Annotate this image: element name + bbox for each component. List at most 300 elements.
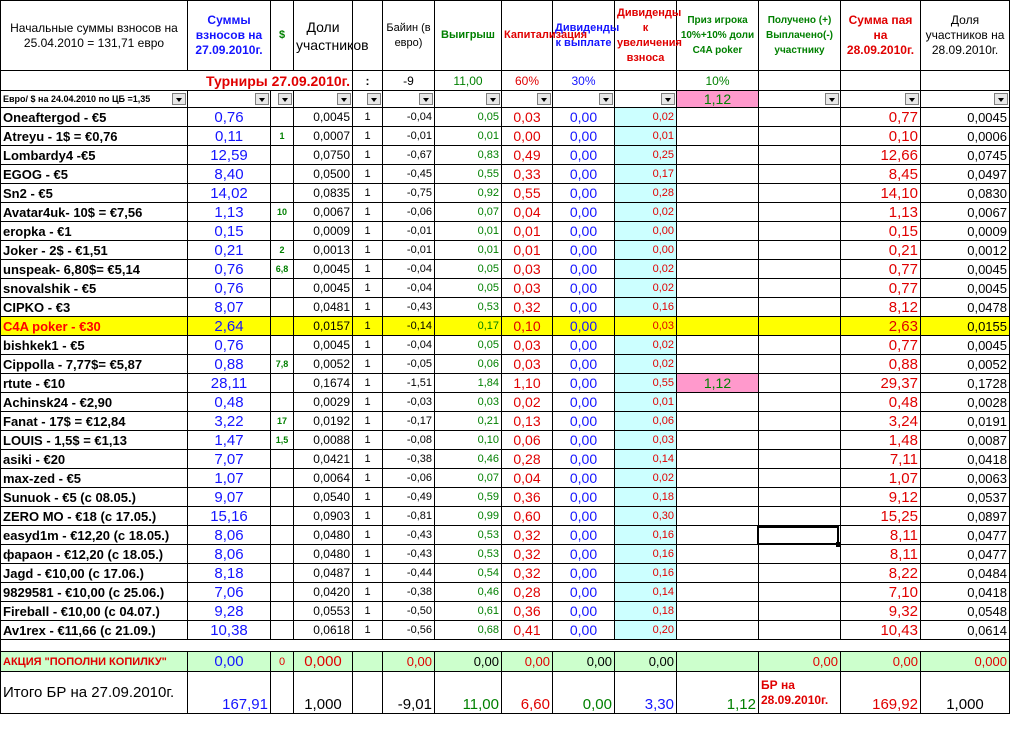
cell-col-0[interactable]: LOUIS - 1,5$ = €1,13 bbox=[1, 431, 188, 450]
cell-col-2[interactable]: 10 bbox=[271, 203, 294, 222]
cell-col-6[interactable]: 0,68 bbox=[435, 621, 502, 640]
cell-col-5[interactable]: -0,17 bbox=[383, 412, 435, 431]
cell-col-9[interactable]: 0,14 bbox=[615, 583, 677, 602]
cell-col-5[interactable]: -0,01 bbox=[383, 241, 435, 260]
cell-col-6[interactable]: 0,01 bbox=[435, 241, 502, 260]
cell-col-12[interactable]: 7,10 bbox=[841, 583, 921, 602]
cell-col-10[interactable] bbox=[677, 203, 759, 222]
action-cell-col-4[interactable] bbox=[353, 652, 383, 672]
cell-col-10[interactable] bbox=[677, 621, 759, 640]
cell-col-1[interactable]: 0,15 bbox=[188, 222, 271, 241]
cell-col-9[interactable]: 0,00 bbox=[615, 241, 677, 260]
cell-col-4[interactable]: 1 bbox=[353, 412, 383, 431]
cell-col-1[interactable]: 8,40 bbox=[188, 165, 271, 184]
cell-col-1[interactable]: 8,07 bbox=[188, 298, 271, 317]
cell-col-7[interactable]: 0,28 bbox=[502, 450, 553, 469]
cell-col-3[interactable]: 0,0088 bbox=[294, 431, 353, 450]
cell-col-2[interactable] bbox=[271, 488, 294, 507]
cell-col-5[interactable]: -0,04 bbox=[383, 336, 435, 355]
cell-col-5[interactable]: -0,67 bbox=[383, 146, 435, 165]
cell-col-8[interactable]: 0,00 bbox=[553, 507, 615, 526]
cell-col-6[interactable]: 0,05 bbox=[435, 336, 502, 355]
cell-col-11[interactable] bbox=[759, 279, 841, 298]
cell-col-7[interactable]: 1,10 bbox=[502, 374, 553, 393]
cell-col-4[interactable]: 1 bbox=[353, 317, 383, 336]
cell-col-1[interactable]: 15,16 bbox=[188, 507, 271, 526]
cell-col-13[interactable]: 0,0028 bbox=[921, 393, 1010, 412]
cell-col-6[interactable]: 0,46 bbox=[435, 450, 502, 469]
cell-col-4[interactable]: 1 bbox=[353, 602, 383, 621]
cell-col-7[interactable]: 0,32 bbox=[502, 526, 553, 545]
cell-col-4[interactable]: 1 bbox=[353, 583, 383, 602]
cell-col-10[interactable] bbox=[677, 583, 759, 602]
cell-col-4[interactable]: 1 bbox=[353, 621, 383, 640]
cell-col-4[interactable]: 1 bbox=[353, 431, 383, 450]
cell-col-1[interactable]: 0,76 bbox=[188, 336, 271, 355]
cell-col-6[interactable]: 0,06 bbox=[435, 355, 502, 374]
cell-col-6[interactable]: 0,07 bbox=[435, 203, 502, 222]
cell-col-9[interactable]: 0,03 bbox=[615, 317, 677, 336]
cell-col-13[interactable]: 0,0087 bbox=[921, 431, 1010, 450]
cell-col-4[interactable]: 1 bbox=[353, 374, 383, 393]
cell-col-3[interactable]: 0,0045 bbox=[294, 260, 353, 279]
cell-col-13[interactable]: 0,0497 bbox=[921, 165, 1010, 184]
cell-col-13[interactable]: 0,0052 bbox=[921, 355, 1010, 374]
cell-col-3[interactable]: 0,0421 bbox=[294, 450, 353, 469]
filter-dropdown-icon[interactable] bbox=[255, 93, 269, 105]
cell-col-7[interactable]: 0,33 bbox=[502, 165, 553, 184]
total-cell-col-1[interactable]: 167,91 bbox=[188, 672, 271, 714]
cell-col-9[interactable]: 0,16 bbox=[615, 545, 677, 564]
cell-col-11[interactable] bbox=[759, 469, 841, 488]
cell-col-2[interactable] bbox=[271, 165, 294, 184]
cell-col-12[interactable]: 8,45 bbox=[841, 165, 921, 184]
cell-col-8[interactable]: 0,00 bbox=[553, 279, 615, 298]
cell-col-13[interactable]: 0,0045 bbox=[921, 279, 1010, 298]
cell-col-7[interactable]: 0,13 bbox=[502, 412, 553, 431]
total-cell-col-5[interactable]: -9,01 bbox=[383, 672, 435, 714]
cell-col-9[interactable]: 0,00 bbox=[615, 222, 677, 241]
cell-col-1[interactable]: 28,11 bbox=[188, 374, 271, 393]
cell-col-6[interactable]: 0,46 bbox=[435, 583, 502, 602]
cell-col-3[interactable]: 0,0067 bbox=[294, 203, 353, 222]
cell-col-8[interactable]: 0,00 bbox=[553, 298, 615, 317]
cell-col-4[interactable]: 1 bbox=[353, 127, 383, 146]
cell-col-7[interactable]: 0,00 bbox=[502, 127, 553, 146]
cell-col-13[interactable]: 0,0477 bbox=[921, 526, 1010, 545]
cell-col-1[interactable]: 3,22 bbox=[188, 412, 271, 431]
action-cell-col-10[interactable] bbox=[677, 652, 759, 672]
cell-col-3[interactable]: 0,0481 bbox=[294, 298, 353, 317]
cell-col-6[interactable]: 0,53 bbox=[435, 298, 502, 317]
cell-col-0[interactable]: snovalshik - €5 bbox=[1, 279, 188, 298]
cell-col-11[interactable] bbox=[759, 108, 841, 127]
cell-col-4[interactable]: 1 bbox=[353, 165, 383, 184]
cell-col-3[interactable]: 0,0487 bbox=[294, 564, 353, 583]
cell-col-12[interactable]: 29,37 bbox=[841, 374, 921, 393]
cell-col-0[interactable]: Lombardy4 -€5 bbox=[1, 146, 188, 165]
action-cell-col-8[interactable]: 0,00 bbox=[553, 652, 615, 672]
cell-col-10[interactable] bbox=[677, 241, 759, 260]
cell-col-2[interactable] bbox=[271, 507, 294, 526]
cell-col-9[interactable]: 0,03 bbox=[615, 431, 677, 450]
cell-col-10[interactable] bbox=[677, 260, 759, 279]
cell-col-4[interactable]: 1 bbox=[353, 564, 383, 583]
cell-col-8[interactable]: 0,00 bbox=[553, 355, 615, 374]
cell-col-5[interactable]: -0,43 bbox=[383, 526, 435, 545]
cell-col-1[interactable]: 8,06 bbox=[188, 545, 271, 564]
cell-col-6[interactable]: 0,07 bbox=[435, 469, 502, 488]
cell-col-12[interactable]: 0,10 bbox=[841, 127, 921, 146]
cell-col-3[interactable]: 0,0045 bbox=[294, 279, 353, 298]
cell-col-4[interactable]: 1 bbox=[353, 393, 383, 412]
total-cell-col-13[interactable]: 1,000 bbox=[921, 672, 1010, 714]
cell-col-7[interactable]: 0,10 bbox=[502, 317, 553, 336]
cell-col-13[interactable]: 0,0063 bbox=[921, 469, 1010, 488]
cell-col-9[interactable]: 0,16 bbox=[615, 298, 677, 317]
cell-col-3[interactable]: 0,0500 bbox=[294, 165, 353, 184]
cell-col-6[interactable]: 0,83 bbox=[435, 146, 502, 165]
cell-col-10[interactable] bbox=[677, 108, 759, 127]
cell-col-0[interactable]: Av1rex - €11,66 (с 21.09.) bbox=[1, 621, 188, 640]
cell-col-1[interactable]: 9,07 bbox=[188, 488, 271, 507]
cell-col-4[interactable]: 1 bbox=[353, 298, 383, 317]
cell-col-3[interactable]: 0,0007 bbox=[294, 127, 353, 146]
cell-col-11[interactable] bbox=[759, 165, 841, 184]
cell-col-9[interactable]: 0,02 bbox=[615, 355, 677, 374]
cell-col-9[interactable]: 0,16 bbox=[615, 526, 677, 545]
cell-col-1[interactable]: 10,38 bbox=[188, 621, 271, 640]
cell-col-6[interactable]: 0,21 bbox=[435, 412, 502, 431]
cell-col-10[interactable]: 1,12 bbox=[677, 374, 759, 393]
cell-col-12[interactable]: 0,77 bbox=[841, 279, 921, 298]
cell-col-3[interactable]: 0,0029 bbox=[294, 393, 353, 412]
action-cell-col-5[interactable]: 0,00 bbox=[383, 652, 435, 672]
cell-col-10[interactable] bbox=[677, 127, 759, 146]
total-cell-col-8[interactable]: 0,00 bbox=[553, 672, 615, 714]
cell-col-9[interactable]: 0,30 bbox=[615, 507, 677, 526]
cell-col-5[interactable]: -0,56 bbox=[383, 621, 435, 640]
cell-col-6[interactable]: 0,61 bbox=[435, 602, 502, 621]
cell-col-3[interactable]: 0,0045 bbox=[294, 108, 353, 127]
cell-col-8[interactable]: 0,00 bbox=[553, 374, 615, 393]
cell-col-0[interactable]: Avatar4uk- 10$ = €7,56 bbox=[1, 203, 188, 222]
cell-col-9[interactable]: 0,02 bbox=[615, 469, 677, 488]
cell-col-4[interactable]: 1 bbox=[353, 507, 383, 526]
cell-col-11[interactable] bbox=[759, 621, 841, 640]
cell-col-11[interactable] bbox=[759, 203, 841, 222]
cell-col-10[interactable] bbox=[677, 222, 759, 241]
cell-col-11[interactable] bbox=[759, 393, 841, 412]
cell-col-12[interactable]: 3,24 bbox=[841, 412, 921, 431]
cell-col-2[interactable] bbox=[271, 184, 294, 203]
filter-dropdown-icon[interactable] bbox=[419, 93, 433, 105]
cell-col-0[interactable]: 9829581 - €10,00 (с 25.06.) bbox=[1, 583, 188, 602]
cell-col-6[interactable]: 0,10 bbox=[435, 431, 502, 450]
cell-col-7[interactable]: 0,55 bbox=[502, 184, 553, 203]
cell-col-11[interactable] bbox=[759, 431, 841, 450]
cell-col-2[interactable]: 6,8 bbox=[271, 260, 294, 279]
cell-col-2[interactable]: 1 bbox=[271, 127, 294, 146]
cell-col-9[interactable]: 0,28 bbox=[615, 184, 677, 203]
cell-col-10[interactable] bbox=[677, 450, 759, 469]
cell-col-5[interactable]: -0,38 bbox=[383, 450, 435, 469]
cell-col-11[interactable] bbox=[759, 146, 841, 165]
cell-col-12[interactable]: 10,43 bbox=[841, 621, 921, 640]
cell-col-12[interactable]: 0,48 bbox=[841, 393, 921, 412]
cell-col-2[interactable] bbox=[271, 374, 294, 393]
cell-col-7[interactable]: 0,28 bbox=[502, 583, 553, 602]
cell-col-8[interactable]: 0,00 bbox=[553, 526, 615, 545]
cell-col-4[interactable]: 1 bbox=[353, 260, 383, 279]
cell-col-1[interactable]: 1,47 bbox=[188, 431, 271, 450]
cell-col-2[interactable]: 1,5 bbox=[271, 431, 294, 450]
cell-col-2[interactable]: 17 bbox=[271, 412, 294, 431]
cell-col-10[interactable] bbox=[677, 488, 759, 507]
cell-col-8[interactable]: 0,00 bbox=[553, 108, 615, 127]
cell-col-12[interactable]: 8,11 bbox=[841, 526, 921, 545]
cell-col-6[interactable]: 0,05 bbox=[435, 260, 502, 279]
cell-col-7[interactable]: 0,01 bbox=[502, 222, 553, 241]
cell-col-4[interactable]: 1 bbox=[353, 108, 383, 127]
action-cell-col-9[interactable]: 0,00 bbox=[615, 652, 677, 672]
cell-col-3[interactable]: 0,0009 bbox=[294, 222, 353, 241]
cell-col-8[interactable]: 0,00 bbox=[553, 317, 615, 336]
cell-col-6[interactable]: 0,17 bbox=[435, 317, 502, 336]
cell-col-5[interactable]: -0,81 bbox=[383, 507, 435, 526]
cell-col-0[interactable]: unspeak- 6,80$= €5,14 bbox=[1, 260, 188, 279]
filter-dropdown-icon[interactable] bbox=[905, 93, 919, 105]
cell-col-5[interactable]: -0,03 bbox=[383, 393, 435, 412]
cell-col-11[interactable] bbox=[759, 127, 841, 146]
cell-col-6[interactable]: 0,53 bbox=[435, 545, 502, 564]
action-cell-col-13[interactable]: 0,000 bbox=[921, 652, 1010, 672]
cell-col-1[interactable]: 14,02 bbox=[188, 184, 271, 203]
cell-col-2[interactable] bbox=[271, 469, 294, 488]
cell-col-13[interactable]: 0,0548 bbox=[921, 602, 1010, 621]
cell-col-13[interactable]: 0,0478 bbox=[921, 298, 1010, 317]
cell-col-3[interactable]: 0,0903 bbox=[294, 507, 353, 526]
cell-col-5[interactable]: -0,04 bbox=[383, 279, 435, 298]
cell-col-8[interactable]: 0,00 bbox=[553, 602, 615, 621]
cell-col-10[interactable] bbox=[677, 602, 759, 621]
cell-col-1[interactable]: 0,48 bbox=[188, 393, 271, 412]
cell-col-6[interactable]: 0,54 bbox=[435, 564, 502, 583]
cell-col-11[interactable] bbox=[759, 564, 841, 583]
cell-col-7[interactable]: 0,03 bbox=[502, 279, 553, 298]
cell-col-2[interactable] bbox=[271, 621, 294, 640]
filter-dropdown-icon[interactable] bbox=[825, 93, 839, 105]
action-cell-col-12[interactable]: 0,00 bbox=[841, 652, 921, 672]
cell-col-3[interactable]: 0,0553 bbox=[294, 602, 353, 621]
cell-col-0[interactable]: EGOG - €5 bbox=[1, 165, 188, 184]
cell-col-7[interactable]: 0,03 bbox=[502, 336, 553, 355]
cell-col-2[interactable] bbox=[271, 108, 294, 127]
cell-col-0[interactable]: Sunuok - €5 (с 08.05.) bbox=[1, 488, 188, 507]
cell-col-9[interactable]: 0,18 bbox=[615, 602, 677, 621]
cell-col-6[interactable]: 0,59 bbox=[435, 488, 502, 507]
cell-col-12[interactable]: 15,25 bbox=[841, 507, 921, 526]
cell-col-4[interactable]: 1 bbox=[353, 184, 383, 203]
cell-col-2[interactable] bbox=[271, 146, 294, 165]
cell-col-10[interactable] bbox=[677, 298, 759, 317]
cell-col-5[interactable]: -0,50 bbox=[383, 602, 435, 621]
cell-col-9[interactable]: 0,01 bbox=[615, 393, 677, 412]
cell-col-8[interactable]: 0,00 bbox=[553, 165, 615, 184]
cell-col-10[interactable] bbox=[677, 336, 759, 355]
cell-col-9[interactable]: 0,25 bbox=[615, 146, 677, 165]
cell-col-1[interactable]: 12,59 bbox=[188, 146, 271, 165]
cell-col-10[interactable] bbox=[677, 317, 759, 336]
cell-col-1[interactable]: 1,07 bbox=[188, 469, 271, 488]
cell-col-11[interactable] bbox=[759, 545, 841, 564]
cell-col-8[interactable]: 0,00 bbox=[553, 450, 615, 469]
cell-col-12[interactable]: 2,63 bbox=[841, 317, 921, 336]
cell-col-2[interactable] bbox=[271, 564, 294, 583]
cell-col-11[interactable] bbox=[759, 317, 841, 336]
cell-col-12[interactable]: 0,88 bbox=[841, 355, 921, 374]
cell-col-8[interactable]: 0,00 bbox=[553, 260, 615, 279]
filter-dropdown-icon[interactable] bbox=[486, 93, 500, 105]
cell-col-0[interactable]: CIPKO - €3 bbox=[1, 298, 188, 317]
cell-col-1[interactable]: 0,11 bbox=[188, 127, 271, 146]
cell-col-12[interactable]: 0,77 bbox=[841, 260, 921, 279]
total-cell-col-9[interactable]: 3,30 bbox=[615, 672, 677, 714]
cell-col-11[interactable] bbox=[759, 450, 841, 469]
selected-cell-cursor[interactable] bbox=[757, 526, 839, 545]
cell-col-9[interactable]: 0,20 bbox=[615, 621, 677, 640]
cell-col-3[interactable]: 0,0192 bbox=[294, 412, 353, 431]
cell-col-2[interactable]: 7,8 bbox=[271, 355, 294, 374]
cell-col-10[interactable] bbox=[677, 507, 759, 526]
cell-col-2[interactable] bbox=[271, 317, 294, 336]
cell-col-13[interactable]: 0,0484 bbox=[921, 564, 1010, 583]
cell-col-4[interactable]: 1 bbox=[353, 336, 383, 355]
cell-col-3[interactable]: 0,0480 bbox=[294, 526, 353, 545]
cell-col-0[interactable]: фараон - €12,20 (с 18.05.) bbox=[1, 545, 188, 564]
cell-col-7[interactable]: 0,60 bbox=[502, 507, 553, 526]
cell-col-5[interactable]: -0,01 bbox=[383, 127, 435, 146]
cell-col-0[interactable]: Joker - 2$ - €1,51 bbox=[1, 241, 188, 260]
cell-col-0[interactable]: bishkek1 - €5 bbox=[1, 336, 188, 355]
cell-col-8[interactable]: 0,00 bbox=[553, 583, 615, 602]
cell-col-7[interactable]: 0,06 bbox=[502, 431, 553, 450]
cell-col-4[interactable]: 1 bbox=[353, 545, 383, 564]
action-cell-col-11[interactable]: 0,00 bbox=[759, 652, 841, 672]
cell-col-2[interactable]: 2 bbox=[271, 241, 294, 260]
cell-col-2[interactable] bbox=[271, 393, 294, 412]
cell-col-6[interactable]: 0,92 bbox=[435, 184, 502, 203]
cell-col-3[interactable]: 0,0052 bbox=[294, 355, 353, 374]
cell-col-7[interactable]: 0,41 bbox=[502, 621, 553, 640]
action-cell-col-3[interactable]: 0,000 bbox=[294, 652, 353, 672]
cell-col-13[interactable]: 0,0418 bbox=[921, 450, 1010, 469]
cell-col-2[interactable] bbox=[271, 602, 294, 621]
cell-col-11[interactable] bbox=[759, 488, 841, 507]
cell-col-1[interactable]: 2,64 bbox=[188, 317, 271, 336]
cell-col-9[interactable]: 0,14 bbox=[615, 450, 677, 469]
cell-col-0[interactable]: Cippolla - 7,77$= €5,87 bbox=[1, 355, 188, 374]
cell-col-10[interactable] bbox=[677, 165, 759, 184]
cell-col-4[interactable]: 1 bbox=[353, 450, 383, 469]
cell-col-8[interactable]: 0,00 bbox=[553, 203, 615, 222]
cell-col-1[interactable]: 1,13 bbox=[188, 203, 271, 222]
cell-col-7[interactable]: 0,32 bbox=[502, 298, 553, 317]
cell-col-5[interactable]: -0,44 bbox=[383, 564, 435, 583]
cell-col-6[interactable]: 0,01 bbox=[435, 127, 502, 146]
cell-col-10[interactable] bbox=[677, 469, 759, 488]
total-cell-col-3[interactable]: 1,000 bbox=[294, 672, 353, 714]
cell-col-6[interactable]: 0,55 bbox=[435, 165, 502, 184]
cell-col-12[interactable]: 1,07 bbox=[841, 469, 921, 488]
cell-col-11[interactable] bbox=[759, 241, 841, 260]
cell-col-5[interactable]: -0,38 bbox=[383, 583, 435, 602]
cell-col-2[interactable] bbox=[271, 545, 294, 564]
cell-col-12[interactable]: 8,11 bbox=[841, 545, 921, 564]
cell-col-4[interactable]: 1 bbox=[353, 526, 383, 545]
cell-col-5[interactable]: -0,01 bbox=[383, 222, 435, 241]
cell-col-9[interactable]: 0,02 bbox=[615, 336, 677, 355]
cell-col-5[interactable]: -0,49 bbox=[383, 488, 435, 507]
cell-col-8[interactable]: 0,00 bbox=[553, 184, 615, 203]
cell-col-13[interactable]: 0,0537 bbox=[921, 488, 1010, 507]
action-cell-col-6[interactable]: 0,00 bbox=[435, 652, 502, 672]
cell-col-13[interactable]: 0,0614 bbox=[921, 621, 1010, 640]
cell-col-10[interactable] bbox=[677, 412, 759, 431]
cell-col-10[interactable] bbox=[677, 526, 759, 545]
cell-col-13[interactable]: 0,0045 bbox=[921, 336, 1010, 355]
cell-col-6[interactable]: 0,05 bbox=[435, 279, 502, 298]
cell-col-5[interactable]: -0,14 bbox=[383, 317, 435, 336]
cell-col-4[interactable]: 1 bbox=[353, 203, 383, 222]
cell-col-5[interactable]: -0,43 bbox=[383, 545, 435, 564]
cell-col-4[interactable]: 1 bbox=[353, 355, 383, 374]
cell-col-8[interactable]: 0,00 bbox=[553, 241, 615, 260]
total-cell-col-4[interactable] bbox=[353, 672, 383, 714]
cell-col-12[interactable]: 9,12 bbox=[841, 488, 921, 507]
cell-col-2[interactable] bbox=[271, 298, 294, 317]
cell-col-13[interactable]: 0,0155 bbox=[921, 317, 1010, 336]
cell-col-0[interactable]: ZERO MO - €18 (с 17.05.) bbox=[1, 507, 188, 526]
cell-col-0[interactable]: Oneaftergod - €5 bbox=[1, 108, 188, 127]
cell-col-0[interactable]: Achinsk24 - €2,90 bbox=[1, 393, 188, 412]
cell-col-11[interactable] bbox=[759, 602, 841, 621]
cell-col-1[interactable]: 0,21 bbox=[188, 241, 271, 260]
cell-col-10[interactable] bbox=[677, 355, 759, 374]
cell-col-0[interactable]: asiki - €20 bbox=[1, 450, 188, 469]
total-cell-col-0[interactable]: Итого БР на 27.09.2010г. bbox=[1, 672, 188, 714]
cell-col-0[interactable]: Fireball - €10,00 (с 04.07.) bbox=[1, 602, 188, 621]
cell-col-5[interactable]: -0,43 bbox=[383, 298, 435, 317]
cell-col-8[interactable]: 0,00 bbox=[553, 393, 615, 412]
cell-col-1[interactable]: 0,76 bbox=[188, 279, 271, 298]
cell-col-8[interactable]: 0,00 bbox=[553, 127, 615, 146]
cell-col-4[interactable]: 1 bbox=[353, 241, 383, 260]
action-cell-col-2[interactable]: 0 bbox=[271, 652, 294, 672]
cell-col-9[interactable]: 0,01 bbox=[615, 127, 677, 146]
cell-col-5[interactable]: -0,45 bbox=[383, 165, 435, 184]
cell-col-4[interactable]: 1 bbox=[353, 279, 383, 298]
cell-col-2[interactable] bbox=[271, 450, 294, 469]
cell-col-13[interactable]: 0,0830 bbox=[921, 184, 1010, 203]
cell-col-12[interactable]: 1,13 bbox=[841, 203, 921, 222]
total-cell-col-12[interactable]: 169,92 bbox=[841, 672, 921, 714]
cell-col-9[interactable]: 0,17 bbox=[615, 165, 677, 184]
total-cell-col-7[interactable]: 6,60 bbox=[502, 672, 553, 714]
cell-col-11[interactable] bbox=[759, 336, 841, 355]
cell-col-11[interactable] bbox=[759, 583, 841, 602]
cell-col-9[interactable]: 0,18 bbox=[615, 488, 677, 507]
